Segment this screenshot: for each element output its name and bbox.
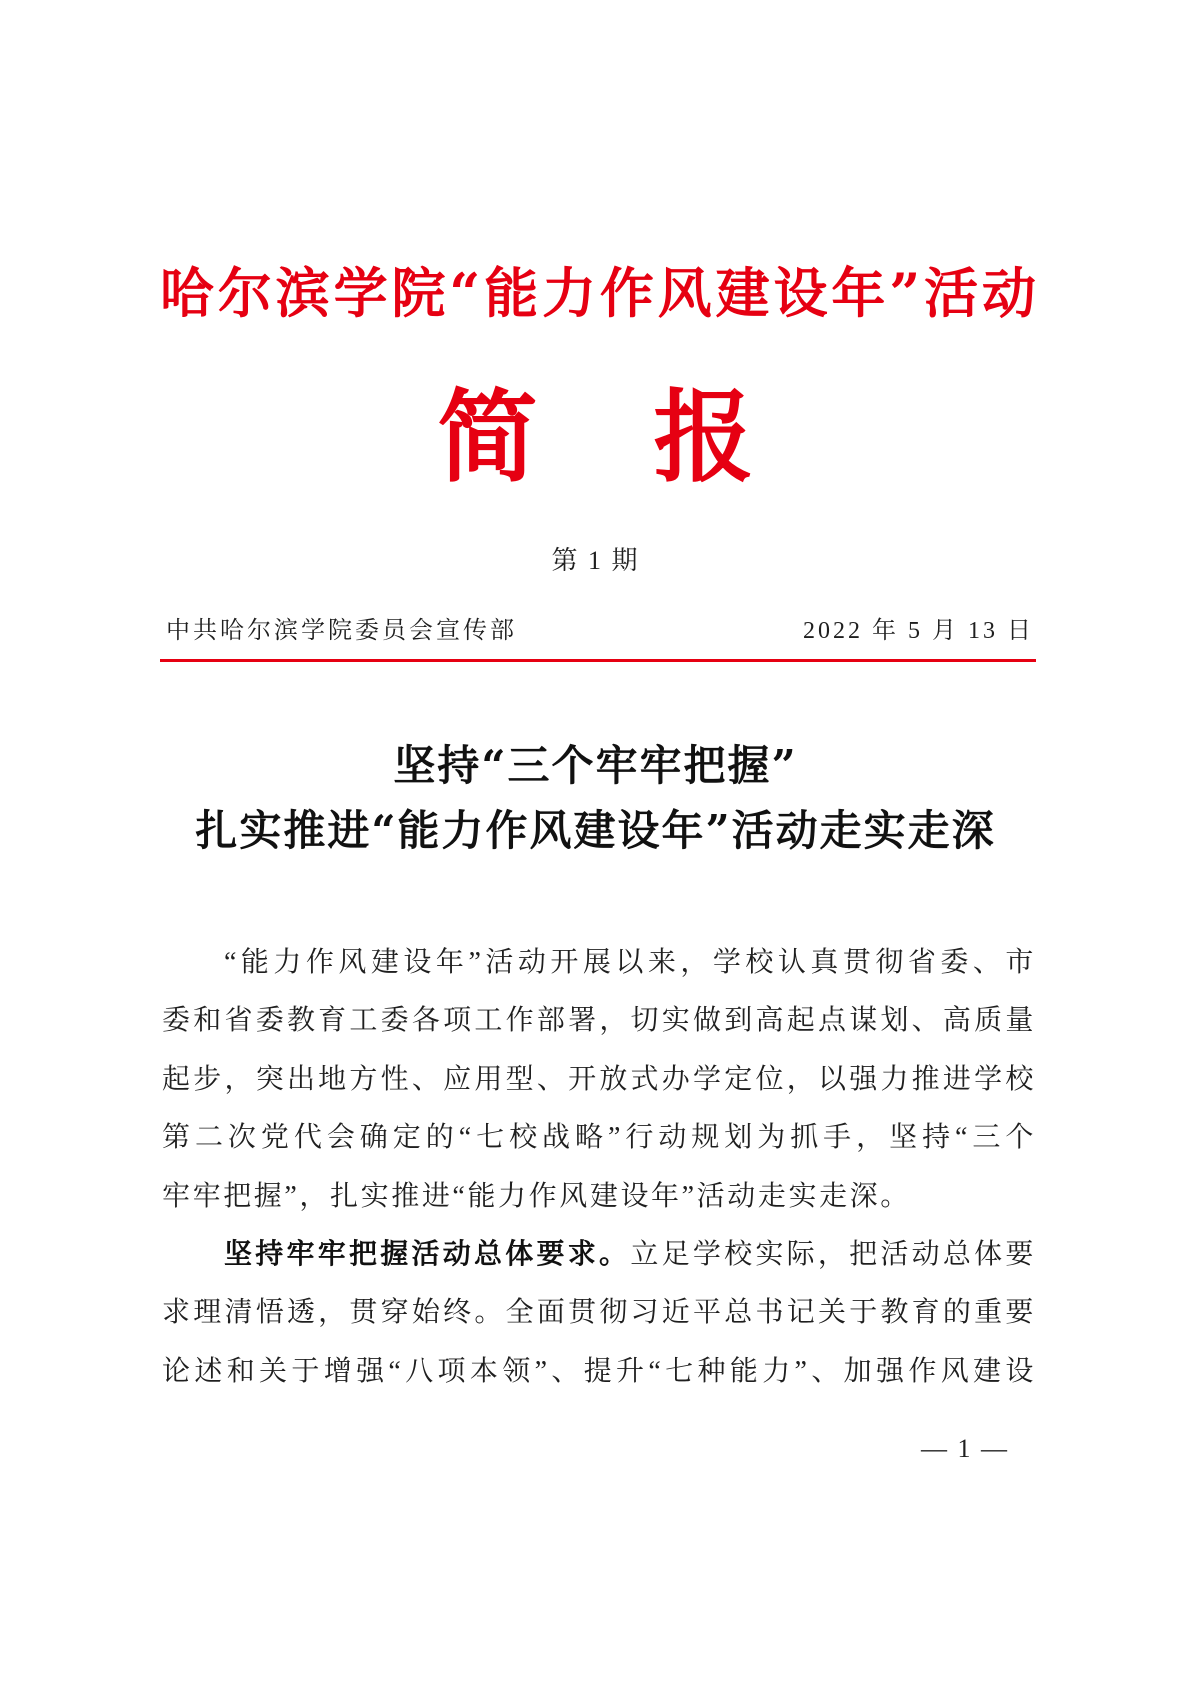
article-title <box>0 733 1191 863</box>
article-body <box>162 934 1036 1401</box>
body-line <box>162 1226 1036 1284</box>
page-number: — 1 — <box>921 1434 1009 1463</box>
publisher-name: 中共哈尔滨学院委员会宣传部 <box>166 618 517 644</box>
masthead-title: 哈尔滨学院“能力作风建设年”活动 <box>160 261 1036 325</box>
red-divider <box>160 659 1036 662</box>
body-line: 牢牢把握”，扎实推进“能力作风建设年”活动走实走深。 <box>162 1180 911 1212</box>
body-line: 委和省委教育工委各项工作部署，切实做到高起点谋划、高质量 <box>162 1005 1036 1037</box>
body-line: 起步，突出地方性、应用型、开放式办学定位，以强力推进学校 <box>162 1063 1036 1095</box>
brief-title <box>0 378 1191 496</box>
article-title-line: 坚持“三个牢牢把握” <box>393 741 798 790</box>
brief-title-char: 简 <box>437 378 538 496</box>
body-line: 求理清悟透，贯穿始终。全面贯彻习近平总书记关于教育的重要 <box>162 1297 1036 1329</box>
brief-title-char: 报 <box>653 378 754 496</box>
body-line: “能力作风建设年”活动开展以来，学校认真贯彻省委、市 <box>224 947 1036 978</box>
body-line: 论述和关于增强“八项本领”、提升“七种能力”、加强作风建设 <box>162 1355 1036 1387</box>
article-title-line: 扎实推进“能力作风建设年”活动走实走深 <box>195 806 996 855</box>
issue-number: 第 1 期 <box>551 546 640 575</box>
body-line: 第二次党代会确定的“七校战略”行动规划为抓手，坚持“三个 <box>162 1122 1036 1154</box>
paragraph-lead-heading: 坚持牢牢把握活动总体要求。 <box>224 1238 631 1270</box>
publish-date: 2022 年 5 月 13 日 <box>803 618 1034 644</box>
paragraph-text: 立足学校实际，把活动总体要 <box>630 1238 1036 1270</box>
publisher-row <box>166 614 1034 648</box>
